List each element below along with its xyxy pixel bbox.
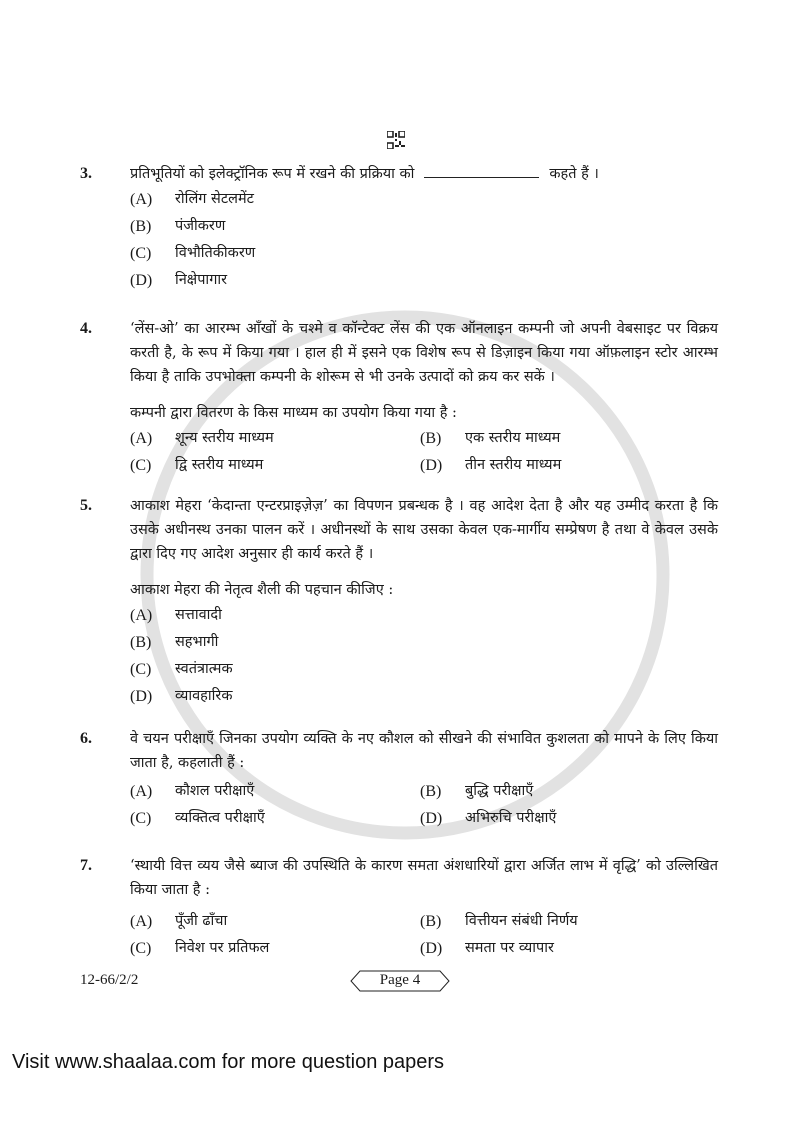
option-text: व्यक्तित्व परीक्षाएँ [175,810,265,826]
option-text: पंजीकरण [175,218,226,234]
page-number-badge [350,970,450,992]
option-text: अभिरुचि परीक्षाएँ [465,810,557,826]
question-4 [80,317,718,479]
question-number: 3. [80,165,92,182]
page-number: Page 4 [379,972,421,988]
option-text: शून्य स्तरीय माध्यम [175,430,274,446]
option-d [130,683,718,710]
question-number: 7. [80,857,92,874]
option-b [130,629,718,656]
option-a [130,778,420,805]
question-number: 4. [80,320,92,337]
option-label: (A) [130,607,153,624]
option-text: पूँजी ढाँचा [175,913,228,929]
question-text-part: कहते हैं । [549,166,599,182]
option-a [130,908,420,935]
question-number: 5. [80,497,92,514]
option-label: (A) [130,430,153,447]
question-line: ‘लेंस-ओ’ का आरम्भ आँखों के चश्मे व कॉन्टेक्ट लेंस की एक ऑनलाइन कम्पनी जो अपनी [130,321,612,337]
option-label: (D) [130,272,153,289]
option-text: विभौतिकीकरण [175,245,256,261]
question-line: ‘स्थायी वित्त व्यय जैसे ब्याज की उपस्थिति के कारण समता अंशधारियों द्वारा अर्जित लाभ में [130,858,608,874]
option-text: बुद्धि परीक्षाएँ [465,783,534,799]
question-7 [80,854,718,962]
question-text [130,494,718,566]
option-label: (B) [130,634,152,651]
option-text: तीन स्तरीय माध्यम [465,457,562,473]
question-line: डिज़ाइन किया गया ऑफ़लाइन स्टोर आरम्भ किया है ताकि उपभोक्ता कम्पनी के शोरूम से [130,345,718,385]
option-label: (D) [420,457,443,474]
question-text [130,854,718,902]
option-label: (C) [130,810,152,827]
option-c [130,935,420,962]
question-line: वे चयन परीक्षाएँ जिनका उपयोग व्यक्ति के नए कौशल को सीखने की संभावित कुशलता को [130,731,610,747]
question-prompt: आकाश मेहरा की नेतृत्व शैली की पहचान कीजिए : [130,582,394,598]
option-label: (A) [130,783,153,800]
paper-code: 12-66/2/2 [80,972,139,988]
question-line: वृद्धि’ को उल्लिखित किया जाता है : [130,858,718,898]
question-3 [80,162,718,294]
question-text [130,162,718,186]
option-label: (C) [130,661,152,678]
option-a [130,602,718,629]
option-text: एक स्तरीय माध्यम [465,430,561,446]
promo-banner: Visit www.shaalaa.com for more question papers [12,1051,445,1073]
option-b [420,778,718,805]
option-text: वित्तीयन संबंधी निर्णय [465,913,578,929]
option-b [420,908,718,935]
question-number: 6. [80,730,92,747]
question-text [130,317,718,389]
option-text: व्यावहारिक [175,688,233,704]
question-text [130,727,718,775]
option-a [130,425,420,452]
option-a [130,186,718,213]
question-line: एक-मार्गीय सम्प्रेषण है तथा वे केवल उसके द्वारा दिए गए आदेश अनुसार ही कार्य करते हैं । [130,522,718,562]
option-text: समता पर व्यापार [465,940,554,956]
option-label: (A) [130,913,153,930]
fill-blank [424,163,539,178]
option-b [420,425,718,452]
question-line: उम्मीद करता है कि उसके अधीनस्थ उनका पालन करें । अधीनस्थों के साथ उसका केवल [130,498,719,538]
option-label: (D) [420,940,443,957]
option-d [420,452,718,479]
page-footer [80,970,718,994]
option-label: (C) [130,940,152,957]
option-text: सहभागी [175,634,219,650]
option-c [130,805,420,832]
option-c [130,452,420,479]
option-c [130,240,718,267]
option-d [420,805,718,832]
question-line: भी उनके उत्पादों को क्रय कर सकें । [368,369,555,385]
question-6 [80,727,718,832]
option-label: (C) [130,245,152,262]
option-c [130,656,718,683]
question-5 [80,494,718,710]
question-prompt: कम्पनी द्वारा वितरण के किस माध्यम का उपयोग किया गया है : [130,405,457,421]
option-d [130,267,718,294]
option-b [130,213,718,240]
question-line: मापने के लिए किया जाता है, कहलाती हैं : [130,731,719,771]
option-text: निक्षेपागार [175,272,228,288]
option-text: रोलिंग सेटलमेंट [175,191,254,207]
option-text: कौशल परीक्षाएँ [175,783,255,799]
option-label: (A) [130,191,153,208]
option-label: (B) [130,218,152,235]
option-label: (D) [130,688,153,705]
question-line: आकाश मेहरा ‘केदान्ता एन्टरप्राइज़ेज़’ का विपणन प्रबन्धक है । वह आदेश देता है और यह [130,498,611,514]
option-label: (D) [420,810,443,827]
option-label: (B) [420,430,442,447]
option-text: सत्तावादी [175,607,222,623]
question-text-part: प्रतिभूतियों को इलेक्ट्रॉनिक रूप में रखने की प्रक्रिया को [130,166,415,182]
question-line: वेबसाइट पर विक्रय करती है, के रूप में किया गया । हाल ही में इसने एक विशेष रूप से [130,321,718,361]
option-text: द्वि स्तरीय माध्यम [175,457,264,473]
option-label: (B) [420,913,442,930]
option-text: स्वतंत्रात्मक [175,661,233,677]
option-text: निवेश पर प्रतिफल [175,940,270,956]
option-d [420,935,718,962]
option-label: (C) [130,457,152,474]
option-label: (B) [420,783,442,800]
